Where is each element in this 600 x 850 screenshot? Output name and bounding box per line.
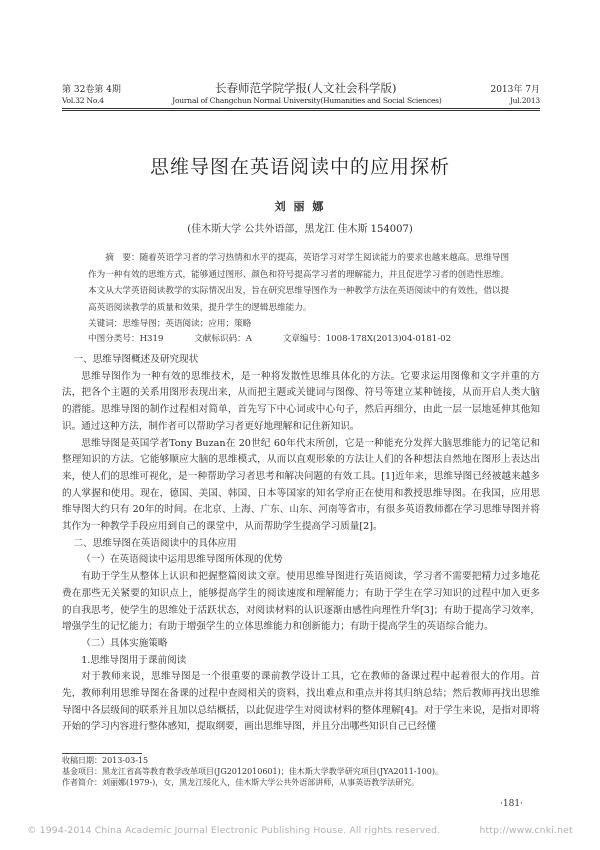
header-volume-en: Vol.32 No.4 xyxy=(62,96,104,105)
clc-number: 中图分类号：H319 xyxy=(88,334,164,344)
subsection-heading: （二）具体实施策略 xyxy=(81,637,168,649)
copyright-watermark xyxy=(0,825,600,836)
header-journal-en: Journal of Changchun Normal University(Humanities and Social Sciences) xyxy=(172,96,442,105)
classification-line xyxy=(88,332,518,344)
page-number: ·181· xyxy=(500,799,523,809)
header-volume-cn: 第 32卷第 4期 xyxy=(62,85,121,95)
subsection-heading: 1.思维导图用于课前阅读 xyxy=(81,654,187,666)
article-id: 文章编号：1008-178X(2013)04-0181-02 xyxy=(282,334,452,344)
keywords-text: 关键词：思维导图；英语阅读；应用；策略 xyxy=(88,319,252,329)
footnote-received: 收稿日期：2013-03-15 xyxy=(62,756,149,765)
footnote-rule xyxy=(62,753,142,754)
running-header-cn xyxy=(62,80,540,96)
footnote-funding: 基金项目：黑龙江省高等教育教学改革项目(JG2012010601)；佳木斯大学教学研究项目(JYA2011-100)。 xyxy=(62,767,443,776)
paragraph: 思维导图是英国学者Tony Buzan在 20世纪 60年代末所创，它是一种能充分发挥大脑思维能力的记笔记和整理知识的方法。它能够顺应大脑的思维模式，从而以直观形象的方法让人们的各种想法自然地在图形上表达出来，使人们的思维可视化，是一种帮助学习者思考和解决问题的有效工具。[1]近年来，思维导图已经被越来越多的人掌握和使用。现在，德国、美国、韩国、日本等国家的知名学府正在使用和教授思维导图。在我国，应用思维导图大约只有 20年的时间。在北京、上海、广东、山东、河南等省市，有很多英语教师都在学习思维导图并将其作为一种教学手段应用到自己的课堂中，从而帮助学生提高学习质量[2]。 xyxy=(62,437,540,533)
section-heading: 一、思维导图概述及研究现状 xyxy=(73,354,199,365)
paragraph: 有助于学生从整体上认识和把握整篇阅读文章。使用思维导图进行英语阅读，学习者不需要把精力过多地花费在那些无关紧要的知识点上，能够提高学生的阅读速度和理解能力；有助于学生在学习知识的过程中加入更多的自我思考，使学生的思维处于活跃状态，对阅读材料的认识逐渐由感性向理性升华[3]；有助于提高学习效率，增强学生的记忆能力；有助于增强学生的立体思维能力和创新能力；有助于提高学生的英语综合能力。 xyxy=(62,571,540,633)
footnotes xyxy=(62,755,540,788)
article-author: 刘 丽 娜 xyxy=(274,200,326,213)
copyright-url[interactable]: http://www.cnki.net xyxy=(479,825,573,836)
keywords xyxy=(88,317,518,329)
abstract-text: 摘 要：随着英语学习者的学习热情和水平的提高，英语学习对学生阅读能力的要求也越来越高。思维导图作为一种有效的思维方式，能够通过图形、颜色和符号提高学习者的理解能力，并且促进学习者的创造性思维。本文从大学英语阅读教学的实际情况出发，旨在研究思维导图作为一种教学方法在英语阅读中的有效性，借以提高英语阅读教学的质量和效果，提升学生的逻辑思维能力。 xyxy=(88,253,510,313)
section-heading: 二、思维导图在英语阅读中的具体应用 xyxy=(73,537,237,549)
paragraph: 对于教师来说，思维导图是一个很重要的课前教学设计工具，它在教师的备课过程中起着很大的作用。首先，教师利用思维导图在备课的过程中查阅相关的资料，找出难点和重点并将其归纳总结；然后教师再找出思维导图中各层级间的联系并且加以总结概括，以此促进学生对阅读材料的整体理解[4]。对于学生来说，是指对即将开始的学习内容进行整体感知，提取纲要，画出思维导图，并且分出哪些知识自己已经懂 xyxy=(62,671,540,733)
subsection-heading: （一）在英语阅读中运用思维导图所体现的优势 xyxy=(81,554,283,566)
header-date-en: Jul.2013 xyxy=(509,96,540,105)
header-date-cn: 2013年 7月 xyxy=(490,85,540,95)
copyright-text: © 1994-2014 China Academic Journal Electronic Publishing House. All rights reserved. xyxy=(27,825,441,836)
header-rule-bottom xyxy=(62,110,540,111)
footnote-author-bio: 作者简介：刘丽娜(1979-)，女，黑龙江绥化人，佳木斯大学公共外语部讲师，从事英语教学法研究。 xyxy=(62,778,420,787)
article-body xyxy=(62,352,540,736)
abstract xyxy=(88,250,510,316)
header-rule-top xyxy=(62,108,540,109)
author-affiliation: (佳木斯大学 公共外语部，黑龙江 佳木斯 154007) xyxy=(187,224,413,235)
article-title: 思维导图在英语阅读中的应用探析 xyxy=(149,156,450,178)
document-code: 文献标识码：A xyxy=(194,334,252,344)
running-header-en xyxy=(62,96,540,105)
header-journal-cn: 长春师范学院学报(人文社会科学版) xyxy=(214,81,397,95)
paragraph: 思维导图作为一种有效的思维技术，是一种将发散性思维具体化的方法。它要求运用图像和文字并重的方法，把各个主题的关系用图形表现出来，从而把主题或关键词与图像、符号等建立某种链接，从而开启人类大脑的潜能。思维导图的制作过程相对简单，首先写下中心词或中心句子，然后再细分，由此一层一层地延伸其他知识。通过这种方法，制作者可以帮助学习者更好地理解和记住新知识。 xyxy=(62,370,540,432)
